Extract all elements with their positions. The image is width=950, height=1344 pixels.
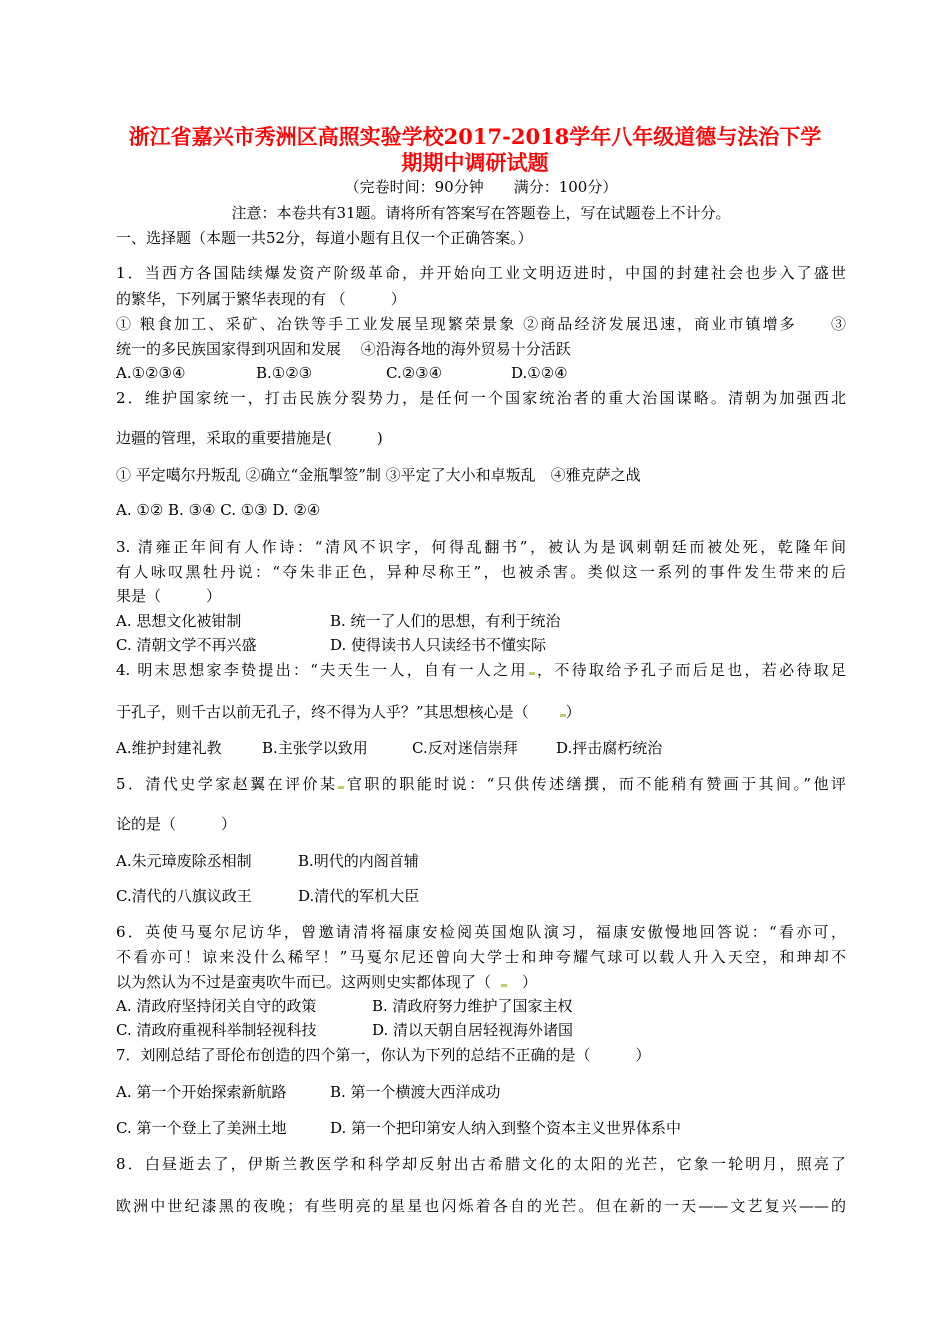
q1-stem-line-3: ① 粮食加工、采矿、冶铁等手工业发展呈现繁荣景象 ②商品经济发展迅速，商业市镇增多 ③ — [116, 315, 846, 333]
q1-option-c: C.②③④ — [386, 364, 443, 382]
q3-option-a: A. 思想文化被钳制 — [116, 612, 242, 630]
q3-stem-line-1: 3. 清雍正年间有人作诗：“清风不识字，何得乱翻书”，被认为是讽刺朝廷而被处死，乾隆年间 — [116, 538, 846, 556]
q4-option-a: A.维护封建礼教 — [116, 739, 222, 757]
q4-stem-line-2-part-2: ） — [565, 703, 581, 721]
q6-option-a: A. 清政府坚持闭关自守的政策 — [116, 997, 317, 1015]
q7-stem-line-1: 7．刘刚总结了哥伦布创造的四个第一，你认为下列的总结不正确的是（ ） — [116, 1046, 651, 1064]
q2-options: A. ①② B. ③④ C. ①③ D. ②④ — [116, 501, 321, 519]
q2-stem-line-1: 2．维护国家统一，打击民族分裂势力，是任何一个国家统治者的重大治国谋略。清朝为加强西北 — [116, 389, 846, 407]
q4-stem-line-1-part-1: 4. 明末思想家李贽提出：“夫天生一人，自有一人之用 — [116, 661, 528, 679]
q1-stem-line-4: 统一的多民族国家得到巩固和发展 ④沿海各地的海外贸易十分活跃 — [116, 340, 571, 358]
q7-option-d: D. 第一个把印第安人纳入到整个资本主义世界体系中 — [330, 1119, 682, 1137]
q3-option-b: B. 统一了人们的思想，有利于统治 — [330, 612, 561, 630]
section-heading: 一、选择题（本题一共52分，每道小题有且仅一个正确答案。） — [116, 229, 533, 247]
q2-stem-line-3: ① 平定噶尔丹叛乱 ②确立“金瓶掣签”制 ③平定了大小和卓叛乱 ④雅克萨之战 — [116, 466, 641, 484]
q5-option-b: B.明代的内阁首辅 — [298, 852, 419, 870]
q7-option-b: B. 第一个横渡大西洋成功 — [330, 1083, 501, 1101]
q1-option-a: A.①②③④ — [116, 364, 186, 382]
q5-option-c: C.清代的八旗议政王 — [116, 887, 252, 905]
q5-option-a: A.朱元璋废除丞相制 — [116, 852, 252, 870]
q3-option-d: D. 使得读书人只读经书不懂实际 — [330, 636, 547, 654]
exam-title-line-2: 期期中调研试题 — [401, 150, 549, 175]
q6-stem-line-3 — [116, 972, 846, 992]
q6-stem-line-1: 6．英使马戛尔尼访华，曾邀请清将福康安检阅英国炮队演习，福康安傲慢地回答说：“看亦可， — [116, 923, 846, 941]
q5-stem-line-1 — [116, 774, 846, 794]
q2-stem-line-2: 边疆的管理，采取的重要措施是( ) — [116, 429, 383, 447]
q4-stem-line-1-part-2: ，不待取给予孔子而后足也，若必待取足 — [534, 661, 846, 679]
q4-stem-line-2 — [116, 702, 846, 722]
q6-option-d: D. 清以天朝自居轻视海外诸国 — [372, 1021, 574, 1039]
q4-option-c: C.反对迷信崇拜 — [412, 739, 518, 757]
q4-stem-line-1 — [116, 660, 846, 680]
q5-option-d: D.清代的军机大臣 — [298, 887, 420, 905]
q1-stem-line-2: 的繁华，下列属于繁华表现的有 （ ） — [116, 290, 406, 308]
q3-stem-line-3: 果是（ ） — [116, 587, 222, 605]
q5-stem-line-2: 论的是（ ） — [116, 815, 237, 833]
q8-stem-line-1: 8．白昼逝去了，伊斯兰教医学和科学却反射出古希腊文化的太阳的光芒，它象一轮明月，照亮了 — [116, 1155, 846, 1173]
q1-option-b: B.①②③ — [256, 364, 313, 382]
q7-option-a: A. 第一个开始探索新航路 — [116, 1083, 287, 1101]
q5-stem-line-1-part-1: 5．清代史学家赵翼在评价某 — [116, 775, 338, 793]
q4-option-b: B.主张学以致用 — [262, 739, 368, 757]
q8-stem-line-2: 欧洲中世纪漆黑的夜晚；有些明亮的星星也闪烁着各自的光芒。但在新的一天——文艺复兴——的 — [116, 1197, 846, 1215]
q6-stem-line-3-part-2: ） — [507, 973, 538, 991]
q6-option-b: B. 清政府努力维护了国家主权 — [372, 997, 573, 1015]
q3-stem-line-2: 有人咏叹黑牡丹说：“夺朱非正色，异种尽称王”，也被杀害。类似这一系列的事件发生带来的后 — [116, 563, 846, 581]
exam-title-line-1: 浙江省嘉兴市秀洲区高照实验学校2017-2018学年八年级道德与法治下学 — [128, 124, 822, 149]
q6-option-c: C. 清政府重视科举制轻视科技 — [116, 1021, 317, 1039]
q6-stem-line-2: 不看亦可！谅来没什么稀罕！”马戛尔尼还曾向大学士和珅夸耀气球可以载人升入天空，和珅却不 — [116, 948, 846, 966]
q7-option-c: C. 第一个登上了美洲土地 — [116, 1119, 287, 1137]
q1-option-d: D.①②④ — [511, 364, 568, 382]
q1-stem-line-1: 1．当西方各国陆续爆发资产阶级革命，并开始向工业文明迈进时，中国的封建社会也步入了盛世 — [116, 264, 846, 282]
exam-meta: （完卷时间：90分钟 满分：100分） — [344, 178, 618, 196]
exam-notice: 注意：本卷共有31题。请将所有答案写在答题卷上，写在试题卷上不计分。 — [231, 204, 731, 222]
q4-option-d: D.抨击腐朽统治 — [556, 739, 663, 757]
q3-option-c: C. 清朝文学不再兴盛 — [116, 636, 257, 654]
q6-stem-line-3-part-1: 以为然认为不过是蛮夷吹牛而已。这两则史实都体现了（ — [116, 973, 492, 991]
q5-stem-line-1-part-2: 官职的职能时说：“只供传述缮撰，而不能稍有赞画于其间。”他评 — [344, 775, 847, 793]
q4-stem-line-2-part-1: 于孔子，则千古以前无孔子，终不得为人乎？”其思想核心是（ — [116, 703, 559, 721]
